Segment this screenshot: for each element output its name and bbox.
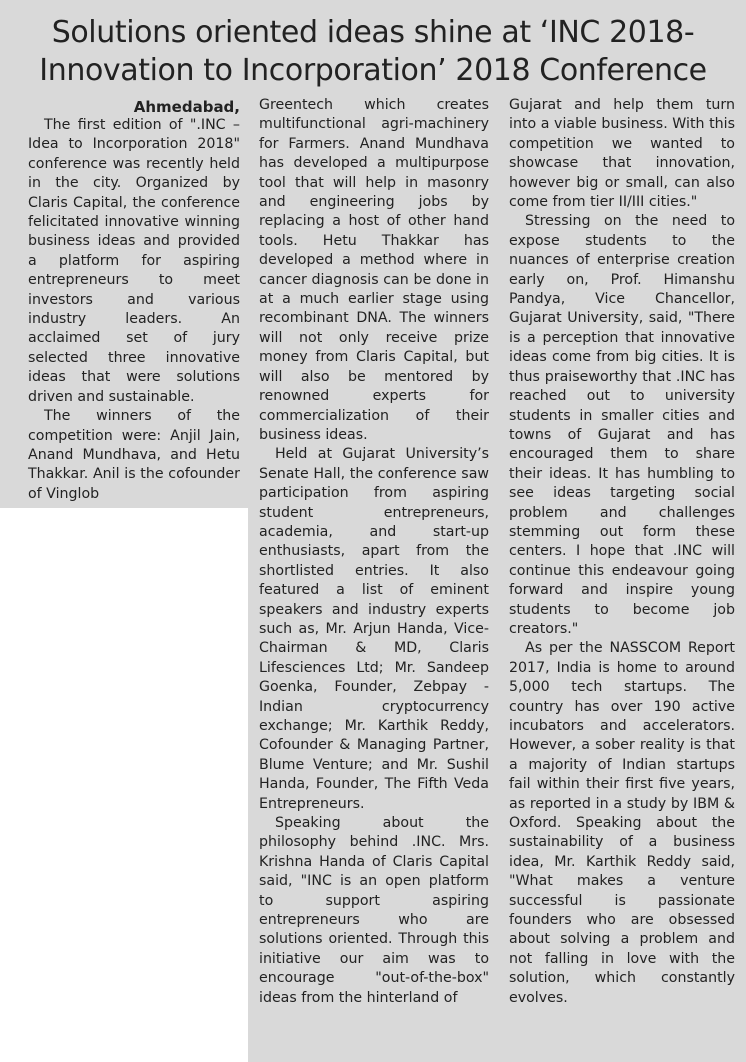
headline-line-2: Innovation to Incorporation’ 2018 Conference <box>39 53 707 88</box>
paragraph: Greentech which creates multifunctional agri-machinery for Farmers. Anand Mundhava has developed a multipurpose tool that will help in masonry and engineering jobs by replacing a host of other hand tools. Hetu Thakkar has developed a method where in cancer diagnosis can be done in at a much earlier stage using recombinant DNA. The winners will not only receive prize money from Claris Capital, but will also be mentored by renowned experts for commercialization of their business ideas. <box>259 97 489 443</box>
headline-line-1: Solutions oriented ideas shine at ‘INC 2018- <box>51 15 695 50</box>
article-column-3 <box>509 96 735 1008</box>
paragraph: The first edition of ".INC – Idea to Incorporation 2018" conference was recently held in the city. Organized by Claris Capital, the conference felicitated innovative winning business ideas and provided a platform for aspiring entrepreneurs to meet investors and various industry leaders. An acclaimed set of jury selected three innovative ideas that were solutions driven and sustainable. <box>28 117 240 405</box>
dateline: Ahmedabad, <box>133 98 240 116</box>
paragraph: Speaking about the philosophy behind .INC. Mrs. Krishna Handa of Claris Capital said, "INC is an open platform to support aspiring entrepreneurs who are solutions oriented. Through this initiative our aim was to encourage "out-of-the-box" ideas from the hinterland of <box>259 815 489 1006</box>
paragraph: Gujarat and help them turn into a viable business. With this competition we wanted to showcase that innovation, however big or small, can also come from tier II/III cities." <box>509 97 735 211</box>
article-column-1 <box>28 98 240 504</box>
article-column-2 <box>259 96 489 1008</box>
paragraph: Held at Gujarat University’s Senate Hall, the conference saw participation from aspiring student entrepreneurs, academia, and start-up enthusiasts, apart from the shortlisted entries. It also featured a list of eminent speakers and industry experts such as, Mr. Arjun Handa, Vice-Chairman & MD, Claris Lifesciences Ltd; Mr. Sandeep Goenka, Founder, Zebpay - Indian cryptocurrency exchange; Mr. Karthik Reddy, Cofounder & Managing Partner, Blume Venture; and Mr. Sushil Handa, Founder, The Fifth Veda Entrepreneurs. <box>259 446 489 812</box>
paragraph: Stressing on the need to expose students to the nuances of enterprise creation early on, Prof. Himanshu Pandya, Vice Chancellor, Gujarat University, said, "There is a perception that innovative ideas come from big cities. It is thus praiseworthy that .INC has reached out to university students in smaller cities and towns of Gujarat and has encouraged them to share their ideas. It has humbling to see ideas targeting social problem and challenges stemming out form these centers. I hope that .INC will continue this endeavour going forward and inspire young students to become job creators." <box>509 213 735 637</box>
paragraph: As per the NASSCOM Report 2017, India is home to around 5,000 tech startups. The country has over 190 active incubators and accelerators. However, a sober reality is that a majority of Indian startups fail within their first five years, as reported in a study by IBM & Oxford. Speaking about the sustainability of a business idea, Mr. Karthik Reddy said, "What makes a venture successful is passionate founders who are obsessed about solving a problem and not falling in love with the solution, which constantly evolves. <box>509 640 735 1006</box>
paragraph: The winners of the competition were: Anjil Jain, Anand Mundhava, and Hetu Thakkar. Anil is the cofounder of Vinglob <box>28 408 240 502</box>
article-headline <box>0 14 746 90</box>
